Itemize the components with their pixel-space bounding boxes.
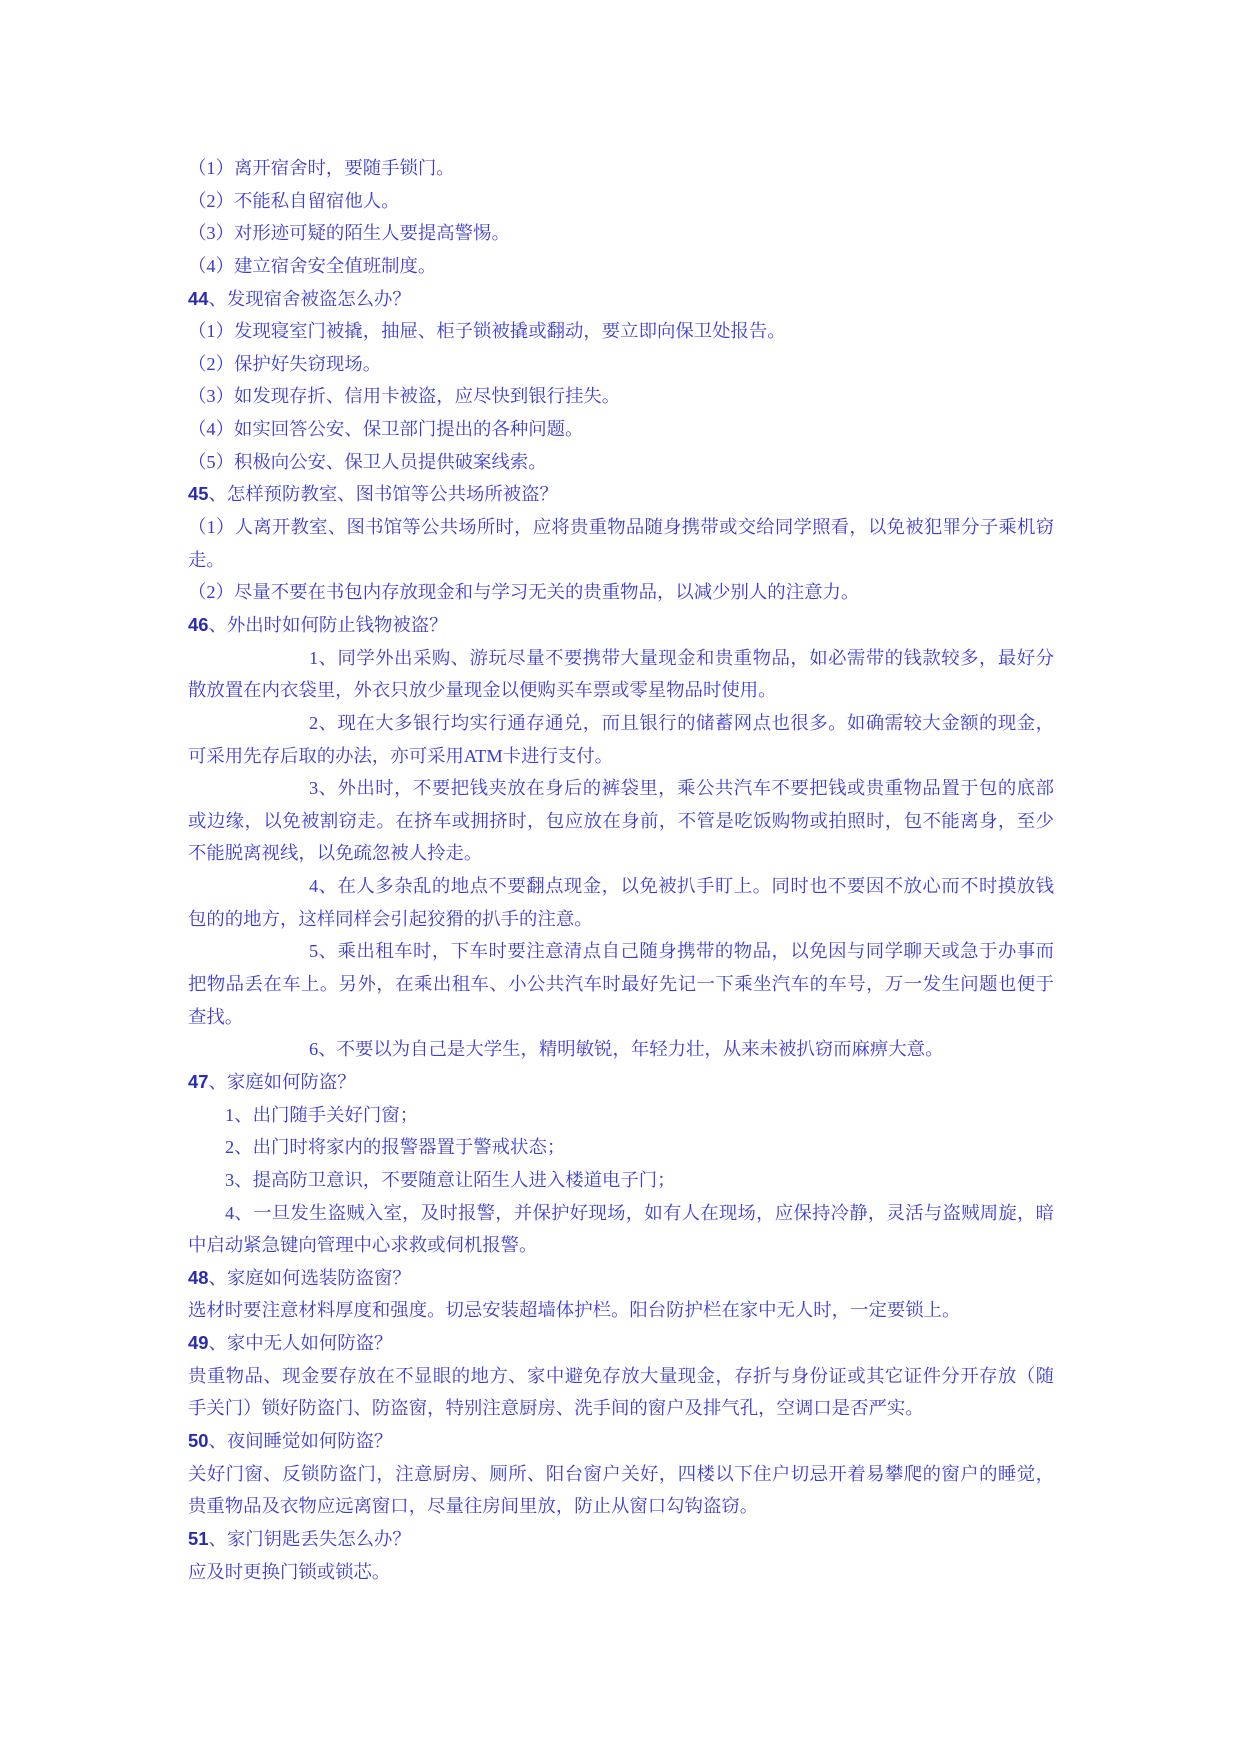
answer-item xyxy=(188,935,1054,1033)
question-number: 49 xyxy=(188,1332,209,1354)
text-line: 1、同学外出采购、游玩尽量不要携带大量现金和贵重物品，如必需带的钱款较多，最好分 xyxy=(309,647,1054,668)
text-line: 2、出门时将家内的报警器置于警戒状态； xyxy=(225,1137,566,1158)
answer-item xyxy=(188,576,1054,609)
question-separator: 、 xyxy=(208,484,227,505)
answer-item xyxy=(188,1458,1054,1523)
question-separator: 、 xyxy=(208,1333,227,1354)
question-number: 47 xyxy=(188,1070,209,1092)
question-title: 怎样预防教室、图书馆等公共场所被盗？ xyxy=(226,484,558,505)
text-line: 散放置在内衣袋里，外衣只放少量现金以便购买车票或零星物品时使用。 xyxy=(188,680,777,701)
question-heading xyxy=(188,1425,1054,1458)
text-line: 5、乘出租车时，下车时要注意清点自己随身携带的物品，以免因与同学聊天或急于办事而 xyxy=(309,941,1054,962)
text-line: 手关门）锁好防盗门、防盗窗，特别注意厨房、洗手间的窗户及排气孔，空调口是否严实。 xyxy=(188,1398,924,1419)
qa-section xyxy=(188,1425,1054,1523)
answer-item xyxy=(188,707,1054,772)
answer-item xyxy=(188,642,1054,707)
answer-item xyxy=(188,1556,1054,1589)
qa-section xyxy=(188,283,1054,479)
question-title: 家庭如何防盗？ xyxy=(226,1071,356,1092)
question-title: 外出时如何防止钱物被盗？ xyxy=(226,614,448,635)
qa-section xyxy=(188,609,1054,1066)
text-line: 选材时要注意材料厚度和强度。切忌安装超墙体护栏。阳台防护栏在家中无人时，一定要锁上。 xyxy=(188,1300,961,1321)
text-line: （5）积极向公安、保卫人员提供破案线索。 xyxy=(188,451,547,472)
question-separator: 、 xyxy=(208,1528,227,1549)
answer-item xyxy=(188,250,1054,283)
text-line: 不能脱离视线，以免疏忽被人拎走。 xyxy=(188,843,483,864)
answer-item xyxy=(188,1294,1054,1327)
question-separator: 、 xyxy=(208,1267,227,1288)
text-line: 关好门窗、反锁防盗门，注意厨房、厕所、阳台窗户关好，四楼以下住户切忌开着易攀爬的窗户的睡觉， xyxy=(188,1463,1054,1484)
text-line: 包的的地方，这样同样会引起狡猾的扒手的注意。 xyxy=(188,908,593,929)
text-line: 把物品丢在车上。另外，在乘出租车、小公共汽车时最好先记一下乘坐汽车的车号，万一发生问题也便于 xyxy=(188,974,1054,995)
question-heading xyxy=(188,1327,1054,1360)
text-line: （3）对形迹可疑的陌生人要提高警惕。 xyxy=(188,223,510,244)
question-number: 46 xyxy=(188,613,209,635)
text-line: 走。 xyxy=(188,549,225,570)
answer-item xyxy=(188,217,1054,250)
answer-item xyxy=(188,511,1054,576)
text-line: 4、一旦发生盗贼入室，及时报警，并保护好现场，如有人在现场，应保持冷静，灵活与盗贼周旋，暗 xyxy=(225,1202,1054,1223)
text-line: （2）尽量不要在书包内存放现金和与学习无关的贵重物品，以减少别人的注意力。 xyxy=(188,582,860,603)
question-heading xyxy=(188,478,1054,511)
answer-item xyxy=(188,380,1054,413)
question-separator: 、 xyxy=(208,1430,227,1451)
text-line: 贵重物品、现金要存放在不显眼的地方、家中避免存放大量现金，存折与身份证或其它证件分开存放（随 xyxy=(188,1365,1054,1386)
question-separator: 、 xyxy=(208,614,227,635)
text-line: 中启动紧急键向管理中心求救或伺机报警。 xyxy=(188,1235,538,1256)
text-line: （2）保护好失窃现场。 xyxy=(188,353,382,374)
text-line: （1）人离开教室、图书馆等公共场所时，应将贵重物品随身携带或交给同学照看，以免被犯罪分子乘机窃 xyxy=(188,517,1054,538)
question-title: 夜间睡觉如何防盗？ xyxy=(226,1430,393,1451)
answer-item xyxy=(188,315,1054,348)
question-number: 44 xyxy=(188,287,209,309)
question-title: 家中无人如何防盗？ xyxy=(226,1333,393,1354)
answer-item xyxy=(188,348,1054,381)
text-line: 查找。 xyxy=(188,1006,244,1027)
answer-item xyxy=(188,1033,1054,1066)
question-heading xyxy=(188,1523,1054,1556)
text-line: （1）离开宿舍时，要随手锁门。 xyxy=(188,158,455,178)
question-title: 发现宿舍被盗怎么办？ xyxy=(226,288,411,309)
text-line: （4）如实回答公安、保卫部门提出的各种问题。 xyxy=(188,419,584,440)
text-line: 1、出门随手关好门窗； xyxy=(225,1104,419,1125)
answer-item xyxy=(188,1360,1054,1425)
question-heading xyxy=(188,283,1054,316)
qa-section xyxy=(188,1262,1054,1327)
answer-item xyxy=(188,1131,1054,1164)
qa-section xyxy=(188,1523,1054,1588)
text-line: 3、提高防卫意识，不要随意让陌生人进入楼道电子门； xyxy=(225,1169,676,1190)
text-line: 贵重物品及衣物应远离窗口，尽量往房间里放，防止从窗口勾钩盗窃。 xyxy=(188,1496,759,1517)
text-line: （3）如发现存折、信用卡被盗，应尽快到银行挂失。 xyxy=(188,386,621,407)
document-body xyxy=(188,152,1054,1588)
question-heading xyxy=(188,1262,1054,1295)
text-line: （1）发现寝室门被撬，抽屉、柜子锁被撬或翻动，要立即向保卫处报告。 xyxy=(188,321,786,342)
text-line: 可采用先存后取的办法，亦可采用ATM卡进行支付。 xyxy=(188,745,614,766)
answer-item xyxy=(188,413,1054,446)
answer-item xyxy=(188,152,1054,185)
answer-item xyxy=(188,1164,1054,1197)
text-line: （2）不能私自留宿他人。 xyxy=(188,190,400,211)
question-title: 家门钥匙丢失怎么办？ xyxy=(226,1528,411,1549)
qa-section xyxy=(188,478,1054,609)
intro-list xyxy=(188,152,1054,283)
text-line: 2、现在大多银行均实行通存通兑，而且银行的储蓄网点也很多。如确需较大金额的现金， xyxy=(309,712,1054,733)
question-number: 51 xyxy=(188,1527,209,1549)
text-line: 6、不要以为自己是大学生，精明敏锐，年轻力壮，从来未被扒窃而麻痹大意。 xyxy=(309,1039,944,1060)
question-separator: 、 xyxy=(208,1071,227,1092)
text-line: 应及时更换门锁或锁芯。 xyxy=(188,1561,391,1582)
question-heading xyxy=(188,609,1054,642)
answer-item xyxy=(188,870,1054,935)
qa-section xyxy=(188,1066,1054,1262)
question-title: 家庭如何选装防盗窗？ xyxy=(226,1267,411,1288)
qa-section xyxy=(188,1327,1054,1425)
question-separator: 、 xyxy=(208,288,227,309)
question-number: 48 xyxy=(188,1266,209,1288)
question-number: 50 xyxy=(188,1429,209,1451)
answer-item xyxy=(188,1197,1054,1262)
text-line: 3、外出时，不要把钱夹放在身后的裤袋里，乘公共汽车不要把钱或贵重物品置于包的底部 xyxy=(309,778,1054,799)
text-line: （4）建立宿舍安全值班制度。 xyxy=(188,255,437,276)
question-heading xyxy=(188,1066,1054,1099)
text-line: 或边缘，以免被割窃走。在挤车或拥挤时，包应放在身前，不管是吃饭购物或拍照时，包不能离身，至少 xyxy=(188,810,1054,831)
question-number: 45 xyxy=(188,483,209,505)
text-line: 4、在人多杂乱的地点不要翻点现金，以免被扒手盯上。同时也不要因不放心而不时摸放钱 xyxy=(309,876,1054,897)
answer-item xyxy=(188,446,1054,479)
answer-item xyxy=(188,185,1054,218)
answer-item xyxy=(188,1099,1054,1132)
answer-item xyxy=(188,772,1054,870)
